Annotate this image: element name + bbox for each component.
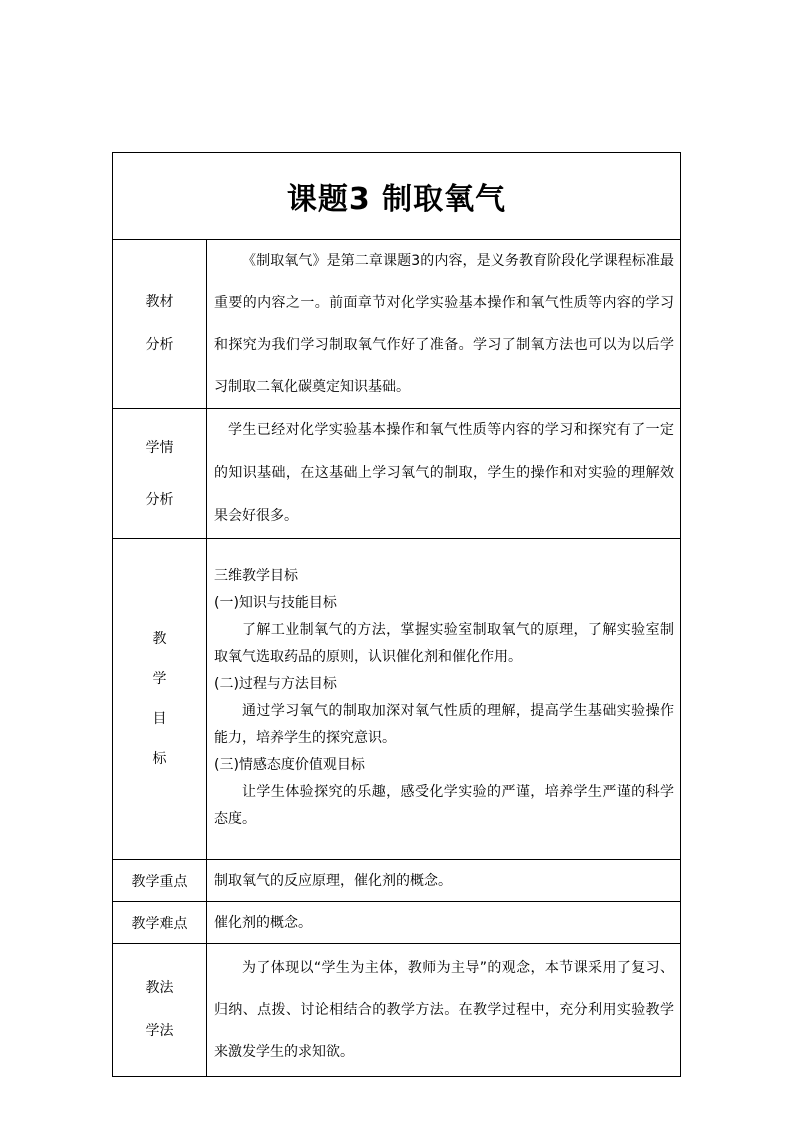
methods-label: [113, 944, 207, 1077]
student-analysis-row: [113, 409, 681, 539]
page-title: 课题3 制取氧气: [286, 182, 507, 217]
label-line: 教材: [145, 294, 174, 310]
objectives-content: [207, 539, 681, 860]
label-line: 教法: [145, 980, 174, 996]
knowledge-skills-text: 了解工业制氧气的方法，掌握实验室制取氧气的原理，了解实验室制取氧气选取药品的原则，认识催化剂和催化作用。: [214, 622, 674, 665]
objectives-row: [113, 539, 681, 860]
emotion-values-text: 让学生体验探究的乐趣，感受化学实验的严谨，培养学生严谨的科学态度。: [214, 784, 674, 827]
emotion-values-heading: (三)情感态度价值观目标: [214, 757, 365, 773]
label-line: 标: [152, 751, 167, 767]
methods-content: [207, 944, 681, 1077]
student-analysis-text: 学生已经对化学实验基本操作和氧气性质等内容的学习和探究有了一定的知识基础，在这基础上学习氧气的制取，学生的操作和对实验的理解效果会好很多。: [214, 422, 674, 524]
key-point-label: 教学重点: [113, 860, 207, 902]
difficulty-label: 教学难点: [113, 902, 207, 944]
difficulty-row: [113, 902, 681, 944]
difficulty-text: 催化剂的概念。: [207, 902, 681, 944]
student-analysis-content: [207, 409, 681, 539]
student-analysis-label: [113, 409, 207, 539]
objectives-label: [113, 539, 207, 860]
label-line: 教: [152, 631, 167, 647]
title-row: [113, 153, 681, 240]
material-analysis-row: [113, 240, 681, 409]
key-point-row: [113, 860, 681, 902]
label-line: 学: [152, 671, 167, 687]
label-line: 学法: [145, 1023, 174, 1039]
label-line: 目: [152, 711, 167, 727]
key-point-text: 制取氧气的反应原理，催化剂的概念。: [207, 860, 681, 902]
label-line: 分析: [145, 491, 174, 508]
methods-text: 为了体现以“学生为主体，教师为主导”的观念，本节课采用了复习、归纳、点拨、讨论相结合的教学方法。在教学过程中，充分利用实验教学来激发学生的求知欲。: [214, 960, 674, 1060]
objectives-heading: 三维教学目标: [214, 568, 298, 584]
process-method-text: 通过学习氧气的制取加深对氧气性质的理解，提高学生基础实验操作能力，培养学生的探究意识。: [214, 703, 674, 746]
material-analysis-text: 《制取氧气》是第二章课题3的内容，是义务教育阶段化学课程标准最重要的内容之一。前面章节对化学实验基本操作和氧气性质等内容的学习和探究为我们学习制取氧气作好了准备。学习了制氧方法也可以为以后学习制取二氧化碳奠定知识基础。: [214, 253, 674, 395]
knowledge-skills-heading: (一)知识与技能目标: [214, 595, 337, 611]
methods-row: [113, 944, 681, 1077]
title-cell: [113, 153, 681, 240]
material-analysis-content: [207, 240, 681, 409]
lesson-plan-table: [112, 152, 681, 1077]
material-analysis-label: [113, 240, 207, 409]
process-method-heading: (二)过程与方法目标: [214, 676, 337, 692]
label-line: 分析: [145, 337, 174, 353]
label-line: 学情: [145, 439, 174, 456]
